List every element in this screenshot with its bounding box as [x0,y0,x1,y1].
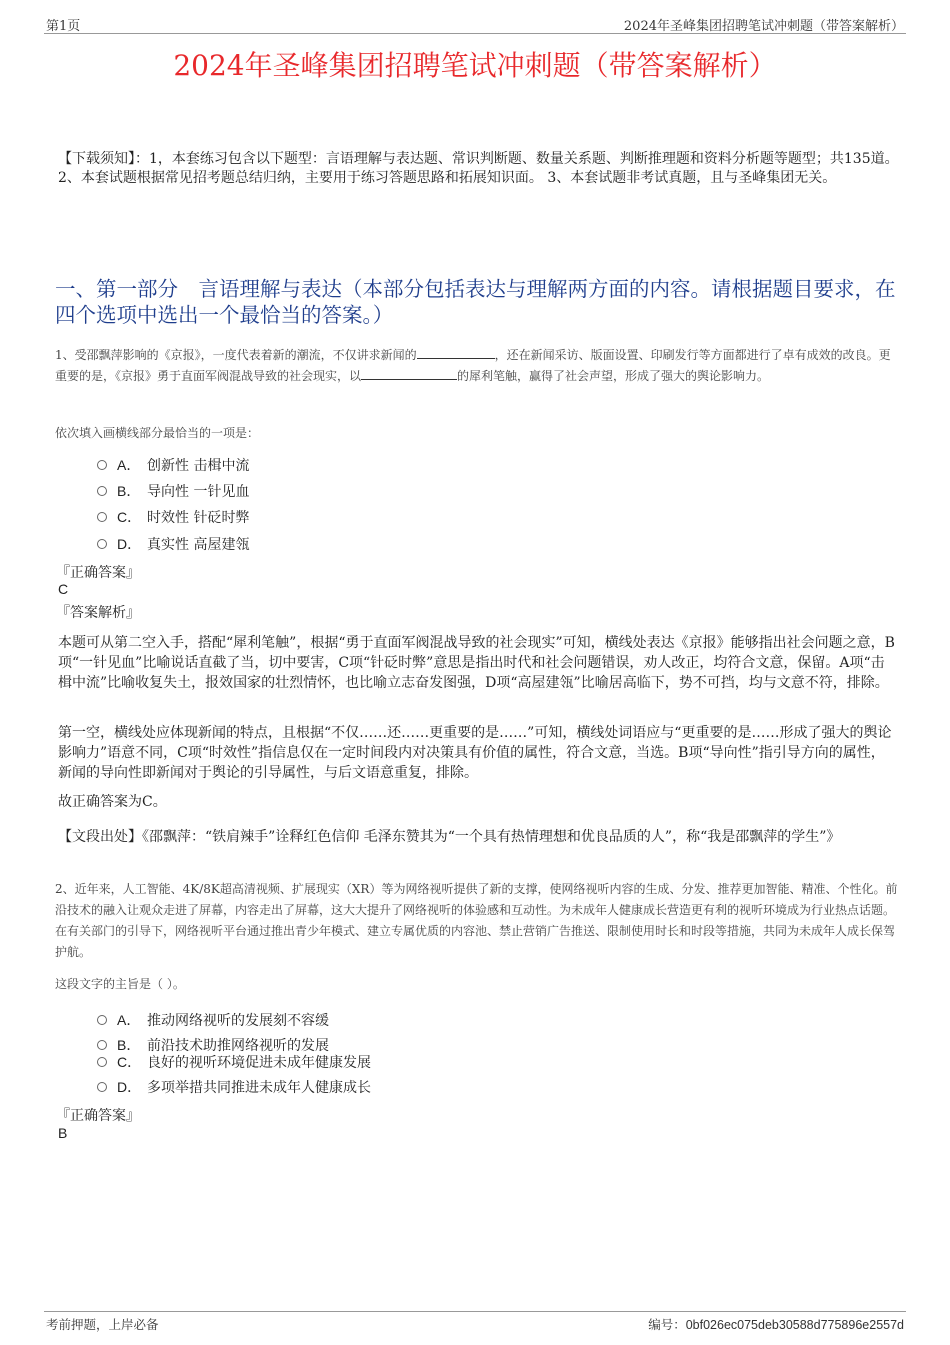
option-b[interactable]: B． 前沿技术助推网络视听的发展 [97,1036,329,1054]
header-divider [44,33,906,34]
answer-label: 『正确答案』 [56,565,140,581]
radio-icon[interactable] [97,460,107,470]
passage-source: 【文段出处】《邵飘萍：“铁肩辣手”诠释红色信仰 毛泽东赞其为“一个具有热情理想和优良品质的人”，称“我是邵飘萍的学生”》 [58,829,841,845]
question-2-prompt: 这段文字的主旨是（ ）。 [55,977,185,991]
radio-icon[interactable] [97,1057,107,1067]
question-2-text: 2、近年来，人工智能、4K/8K超高清视频、扩展现实（XR）等为网络视听提供了新的支撑，使网络视听内容的生成、分发、推荐更加智能、精准、个性化。前沿技术的融入让观众走进了屏幕，内容走出了屏幕，这大大提升了网络视听的体验感和互动性。为未成年人健康成长营造更有利的视听环境成为行业热点话题。在有关部门的引导下，网络视听平台通过推出青少年模式、建立专属优质的内容池、禁止营销广告推送、限制使用时长和时段等措施，共同为未成年人成长保驾护航。 [55,882,898,959]
option-d[interactable]: D． 多项举措共同推进未成年人健康成长 [97,1078,371,1096]
analysis-conclusion: 故正确答案为C。 [58,794,167,810]
radio-icon[interactable] [97,486,107,496]
option-c[interactable]: C． 时效性 针砭时弊 [97,508,249,526]
option-a[interactable]: A． 创新性 击楫中流 [97,456,249,474]
document-title: 2024年圣峰集团招聘笔试冲刺题（带答案解析） [173,49,777,82]
answer-value: B [58,1125,68,1141]
analysis-paragraph-2: 第一空，横线处应体现新闻的特点，且根据“不仅……还……更重要的是……”可知，横线处词语应与“更重要的是……形成了强大的舆论影响力”语意不同，C项“时效性”指信息仅在一定时间段内对决策具有价值的属性，符合文意，当选。B项“导向性”指引导方向的属性，新闻的导向性即新闻对于舆论的引导属性，与后文语意重复，排除。 [58,725,892,781]
option-d[interactable]: D． 真实性 高屋建瓴 [97,535,249,553]
radio-icon[interactable] [97,539,107,549]
option-b[interactable]: B． 导向性 一针见血 [97,482,249,500]
analysis-paragraph-1: 本题可从第二空入手，搭配“犀利笔触”，根据“勇于直面军阀混战导致的社会现实”可知，横线处表达《京报》能够指出社会问题之意，B项“一针见血”比喻说话直截了当，切中要害，C项“针砭时弊”意思是指出时代和社会问题错误，劝人改正，均符合文意，保留。A项“击楫中流”比喻收复失土，报效国家的壮烈情怀，也比喻立志奋发图强，D项“高屋建瓴”比喻居高临下，势不可挡，均与文意不符，排除。 [58,635,895,691]
header-doc-title: 2024年圣峰集团招聘笔试冲刺题（带答案解析） [623,19,904,34]
radio-icon[interactable] [97,1082,107,1092]
answer-label: 『正确答案』 [56,1108,140,1124]
document-code: 编号：0bf026ec075deb30588d775896e2557d [648,1317,904,1332]
option-a[interactable]: A． 推动网络视听的发展刻不容缓 [97,1011,329,1029]
radio-icon[interactable] [97,1040,107,1050]
download-notice: 【下载须知】：1，本套练习包含以下题型：言语理解与表达题、常识判断题、数量关系题、判断推理题和资料分析题等题型；共135道。 2、本套试题根据常见招考题总结归纳，主要用于练习答题思路和拓展知识面。 3、本套试题非考试真题，且与圣峰集团无关。 [58,151,899,186]
page-number: 第1页 [46,19,81,34]
section-heading: 一、第一部分 言语理解与表达（本部分包括表达与理解两方面的内容。请根据题目要求，在四个选项中选出一个最恰当的答案。） [55,277,896,327]
question-1-text: 1、受邵飘萍影响的《京报》，一度代表着新的潮流，不仅讲求新闻的 ，还在新闻采访、版面设置、印刷发行等方面都进行了卓有成效的改良。更重要的是，《京报》勇于直面军阀混战导致的社会现实，以 的犀利笔触，赢得了社会声望，形成了强大的舆论影响力。 [55,348,891,383]
radio-icon[interactable] [97,1015,107,1025]
option-c[interactable]: C． 良好的视听环境促进未成年健康发展 [97,1053,371,1071]
analysis-label: 『答案解析』 [56,605,140,621]
question-1-prompt: 依次填入画横线部分最恰当的一项是： [55,426,260,440]
blank-1 [417,348,495,359]
answer-value: C [58,581,69,597]
radio-icon[interactable] [97,512,107,522]
blank-2 [361,369,457,380]
footer-divider [44,1311,906,1312]
footer-slogan: 考前押题，上岸必备 [46,1317,159,1332]
